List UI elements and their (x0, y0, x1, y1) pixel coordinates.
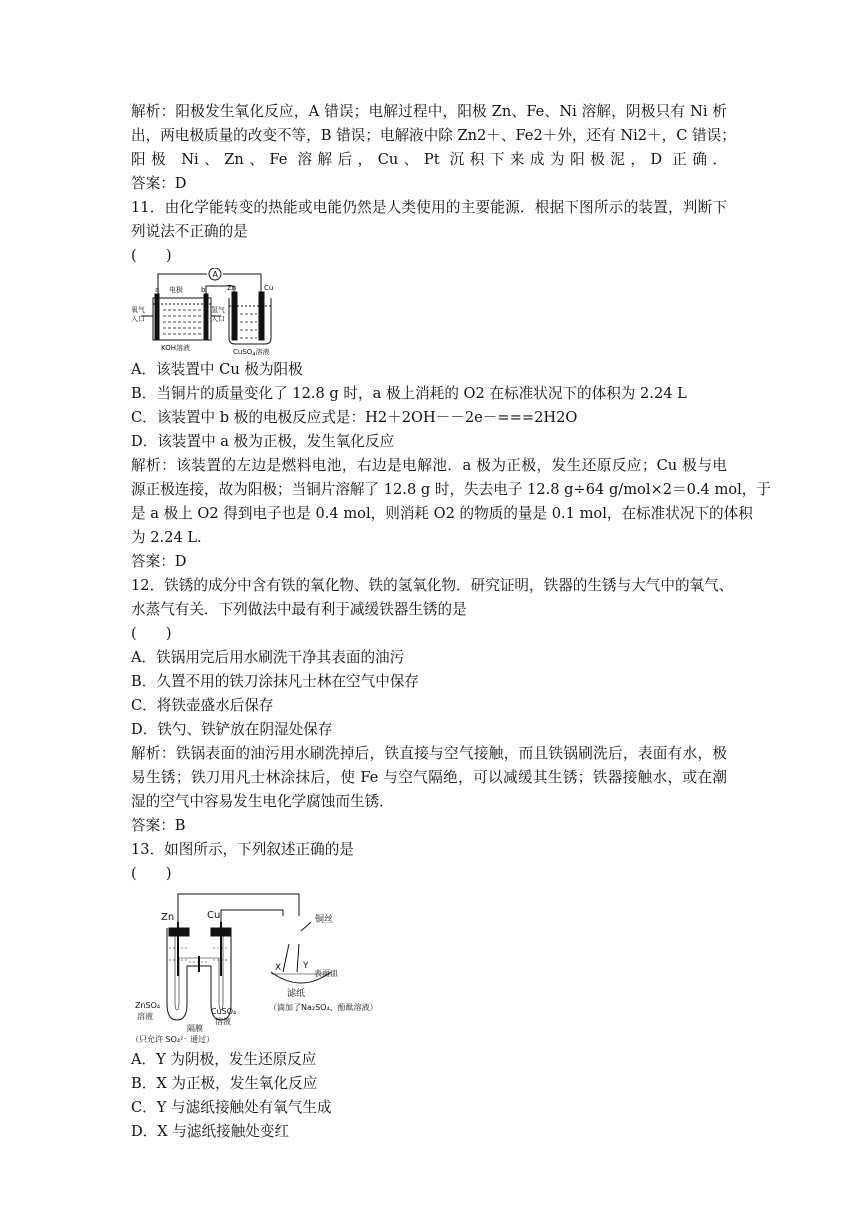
label-znso4: ZnSO₄ (135, 1001, 161, 1010)
q12-analysis-line-2: 易生锈；铁刀用凡士林涂抹后，使 Fe 与空气隔绝，可以减缓其生锈；铁器接触水，或在潮 (131, 769, 727, 786)
q11-analysis-line-4: 为 2.24 L. (131, 529, 202, 546)
label-cuso4: CuSO$_4$溶液 (233, 348, 270, 358)
label-only-sulfate: （只允许 SO₄²⁻ 通过） (131, 1035, 215, 1044)
fuel-cell-electrolysis-diagram (131, 268, 291, 358)
label-filter-note: （滴加了Na₂SO₄、酚酞溶液） (269, 1003, 378, 1012)
q11-option-d: D．该装置中 a 极为正极，发生氧化反应 (131, 433, 395, 450)
document-page (131, 100, 771, 1144)
q12-paren: ( ) (131, 625, 172, 642)
q12-stem-line-2: 水蒸气有关．下列做法中最有利于减缓铁器生锈的是 (131, 601, 467, 618)
q11-option-c: C．该装置中 b 极的电极反应式是：H2＋2OH－－2e－===2H2O (131, 409, 578, 426)
label-cu: Cu (207, 910, 221, 921)
label-cuso4-solution: 溶液 (215, 1017, 231, 1026)
label-filter-paper: 滤纸 (287, 989, 306, 999)
q13-option-b: B．X 为正极，发生氧化反应 (131, 1075, 318, 1092)
q12-option-a: A．铁锅用完后用水刷洗干净其表面的油污 (131, 649, 405, 666)
label-oxygen-inlet: 入口 (131, 315, 145, 323)
label-membrane: 隔膜 (187, 1024, 203, 1033)
q13-option-d: D．X 与滤纸接触处变红 (131, 1123, 290, 1140)
cu-electrode (259, 292, 264, 340)
q13-option-c: C．Y 与滤纸接触处有氧气生成 (131, 1099, 332, 1116)
electrode-a (155, 294, 159, 340)
label-znso4-solution: 溶液 (137, 1012, 153, 1021)
electrode-b (204, 294, 208, 340)
q12-option-c: C．将铁壶盛水后保存 (131, 697, 274, 714)
label-cuso4: CuSO₄ (211, 1007, 237, 1016)
label-a: a (155, 286, 160, 294)
ammeter-label: A (212, 270, 218, 279)
q12-analysis-line-1: 解析：铁锅表面的油污用水刷洗掉后，铁直接与空气接触，而且铁锅刷洗后，表面有水，极 (131, 745, 727, 762)
galvanic-cell-diagram (131, 886, 401, 1048)
q11-option-b: B．当铜片的质量变化了 12.8 g 时，a 极上消耗的 O2 在标准状况下的体积为 2.24 L (131, 385, 687, 402)
label-copper-wire: 铜丝 (315, 915, 334, 925)
label-koh: KOH溶液 (161, 344, 190, 352)
label-watch-glass: 表面皿 (314, 969, 338, 978)
q12-analysis-line-3: 湿的空气中容易发生电化学腐蚀而生锈． (131, 793, 394, 810)
q10-analysis-line-2: 出，两电极质量的改变不等，B 错误；电解液中除 Zn2＋、Fe2＋外，还有 Ni2＋，C 错误； (131, 127, 736, 144)
label-x: X (275, 963, 282, 973)
label-zn: Zn (161, 912, 175, 923)
q11-figure (131, 268, 727, 358)
label-cu: Cu (264, 284, 274, 292)
q12-answer: 答案：B (131, 817, 186, 834)
label-oxygen: 氧气 (131, 306, 145, 314)
q11-paren: ( ) (131, 247, 172, 264)
q11-stem-line-2: 列说法不正确的是 (131, 223, 248, 240)
q11-analysis-line-1: 解析：该装置的左边是燃料电池，右边是电解池．a 极为正极，发生还原反应；Cu 极与电 (131, 457, 727, 474)
q13-stem: 13．如图所示，下列叙述正确的是 (131, 841, 354, 858)
label-hydrogen: 氢气 (211, 306, 225, 314)
q10-analysis-line-1: 解析：阳极发生氧化反应，A 错误；电解过程中，阳极 Zn、Fe、Ni 溶解，阴极只有 Ni 析 (131, 103, 727, 120)
q12-option-d: D．铁勺、铁铲放在阴湿处保存 (131, 721, 333, 738)
label-b: b (201, 286, 206, 294)
q13-figure (131, 886, 727, 1048)
q11-analysis-line-2: 源正极连接，故为阳极；当铜片溶解了 12.8 g 时，失去电子 12.8 g÷64 g/mol×2＝0.4 mol，于 (131, 481, 771, 498)
label-zn: Zn (227, 284, 237, 292)
q11-stem-line-1: 11．由化学能转变的热能或电能仍然是人类使用的主要能源．根据下图所示的装置，判断下 (131, 199, 727, 216)
label-y: Y (303, 961, 309, 971)
label-hydrogen-inlet: 入口 (211, 315, 225, 323)
zn-electrode (232, 292, 237, 340)
q11-analysis-line-3: 是 a 极上 O2 得到电子也是 0.4 mol，则消耗 O2 的物质的量是 0.1 mol，在标准状况下的体积 (131, 505, 753, 522)
q11-answer: 答案：D (131, 553, 187, 570)
q10-answer: 答案：D (131, 175, 187, 192)
q13-paren: ( ) (131, 865, 172, 882)
label-electrode: 电极 (169, 286, 183, 294)
q12-stem-line-1: 12．铁锈的成分中含有铁的氧化物、铁的氢氧化物．研究证明，铁器的生锈与大气中的氧气、 (131, 577, 734, 594)
q11-option-a: A．该装置中 Cu 极为阳极 (131, 361, 303, 378)
q10-analysis-line-3: 阳极 Ni、Zn、Fe 溶解后，Cu、Pt 沉积下来成为阳极泥，D 正确． (131, 151, 727, 168)
q12-option-b: B．久置不用的铁刀涂抹凡士林在空气中保存 (131, 673, 420, 690)
q13-option-a: A．Y 为阴极，发生还原反应 (131, 1051, 317, 1068)
